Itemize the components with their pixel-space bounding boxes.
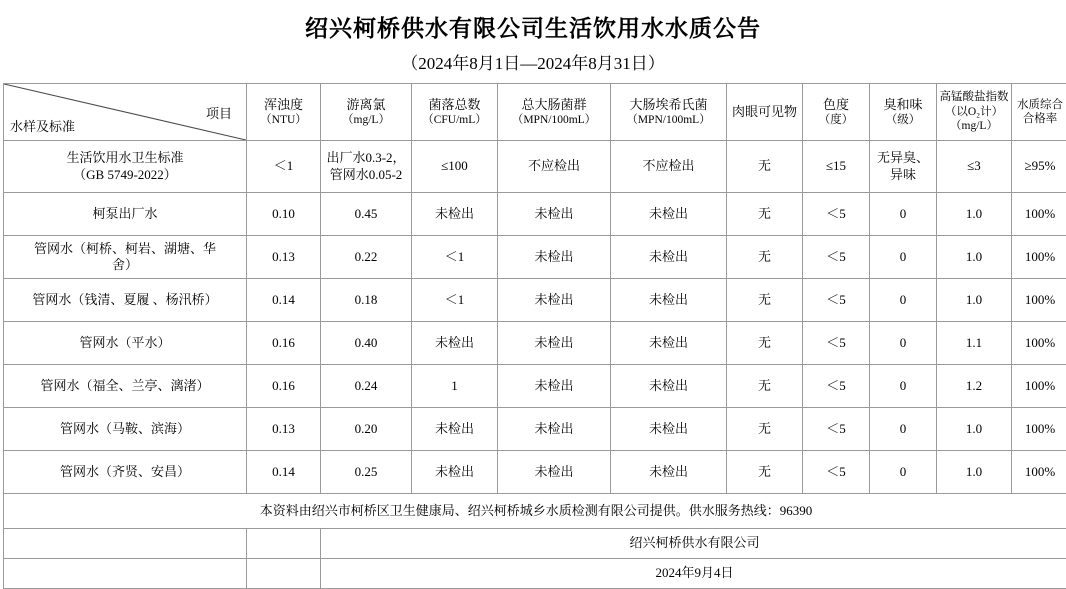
header-total-coliform <box>498 84 611 141</box>
cell-permanganate-index: 1.0 <box>937 451 1012 494</box>
cell-visible-matter: 无 <box>727 451 803 494</box>
cell-e-coli: 未检出 <box>611 193 727 236</box>
cell-e-coli: 未检出 <box>611 365 727 408</box>
header-odor-taste-unit: （级） <box>871 113 935 127</box>
signature-blank-left <box>4 529 247 559</box>
cell-colony-count: 未检出 <box>412 451 498 494</box>
table-row <box>4 451 1066 494</box>
cell-e-coli: 未检出 <box>611 451 727 494</box>
header-e-coli <box>611 84 727 141</box>
header-permanganate-index-name: 高锰酸盐指数（以O₂计） <box>938 90 1010 119</box>
header-permanganate-index-unit: （mg/L） <box>938 119 1010 133</box>
cell-turbidity: 0.13 <box>247 408 321 451</box>
header-visible-matter-name: 肉眼可见物 <box>732 104 797 119</box>
cell-colony-count: 未检出 <box>412 408 498 451</box>
header-free-chlorine-unit: （mg/L） <box>322 113 410 127</box>
cell-total-coliform: 未检出 <box>498 236 611 279</box>
cell-odor-taste: 0 <box>870 408 937 451</box>
signature-row <box>4 529 1066 559</box>
cell-odor-taste: 0 <box>870 322 937 365</box>
corner-column-label: 项目 <box>206 106 232 122</box>
signature-blank-mid <box>247 529 321 559</box>
standard-row-name-line1: 生活饮用水卫生标准 <box>66 150 183 165</box>
cell-colony-count: 未检出 <box>412 193 498 236</box>
standard-total-coliform: 不应检出 <box>498 141 611 193</box>
cell-visible-matter: 无 <box>727 322 803 365</box>
header-total-coliform-name: 总大肠菌群 <box>521 97 586 112</box>
cell-turbidity: 0.16 <box>247 322 321 365</box>
cell-overall-pass-rate: 100% <box>1012 236 1066 279</box>
cell-free-chlorine: 0.22 <box>321 236 412 279</box>
standard-turbidity: ＜1 <box>247 141 321 193</box>
row-name <box>4 193 247 236</box>
cell-permanganate-index: 1.0 <box>937 408 1012 451</box>
header-overall-pass-rate-name: 水质综合合格率 <box>1013 98 1066 127</box>
header-e-coli-name: 大肠埃希氏菌 <box>629 97 707 112</box>
cell-free-chlorine: 0.45 <box>321 193 412 236</box>
row-name <box>4 365 247 408</box>
cell-permanganate-index: 1.2 <box>937 365 1012 408</box>
standard-colony-count: ≤100 <box>412 141 498 193</box>
header-visible-matter <box>727 84 803 141</box>
table-row <box>4 236 1066 279</box>
note-row <box>4 494 1066 529</box>
cell-total-coliform: 未检出 <box>498 365 611 408</box>
header-permanganate-index <box>937 84 1012 141</box>
row-name-line1: 管网水（马鞍、滨海） <box>60 421 190 436</box>
row-name-line1: 管网水（钱清、夏履 、杨汛桥） <box>32 292 217 307</box>
header-free-chlorine <box>321 84 412 141</box>
row-name <box>4 236 247 279</box>
header-chroma <box>803 84 870 141</box>
cell-overall-pass-rate: 100% <box>1012 365 1066 408</box>
cell-total-coliform: 未检出 <box>498 451 611 494</box>
standard-visible-matter: 无 <box>727 141 803 193</box>
cell-visible-matter: 无 <box>727 193 803 236</box>
standard-permanganate-index: ≤3 <box>937 141 1012 193</box>
cell-chroma: ＜5 <box>803 193 870 236</box>
cell-free-chlorine: 0.25 <box>321 451 412 494</box>
cell-total-coliform: 未检出 <box>498 193 611 236</box>
cell-total-coliform: 未检出 <box>498 279 611 322</box>
table-row <box>4 193 1066 236</box>
row-name-line1: 管网水（平水） <box>79 335 170 350</box>
cell-e-coli: 未检出 <box>611 279 727 322</box>
table-row <box>4 408 1066 451</box>
header-turbidity-unit: （NTU） <box>248 113 319 127</box>
water-quality-table <box>3 83 1066 589</box>
page-title: 绍兴柯桥供水有限公司生活饮用水水质公告 <box>0 0 1066 49</box>
cell-chroma: ＜5 <box>803 236 870 279</box>
cell-visible-matter: 无 <box>727 236 803 279</box>
cell-odor-taste: 0 <box>870 279 937 322</box>
cell-permanganate-index: 1.0 <box>937 236 1012 279</box>
cell-colony-count: 1 <box>412 365 498 408</box>
cell-turbidity: 0.10 <box>247 193 321 236</box>
cell-turbidity: 0.14 <box>247 451 321 494</box>
cell-free-chlorine: 0.20 <box>321 408 412 451</box>
table-row <box>4 322 1066 365</box>
company-signature: 绍兴柯桥供水有限公司 <box>321 529 1066 559</box>
table-row <box>4 279 1066 322</box>
cell-turbidity: 0.14 <box>247 279 321 322</box>
date-blank-mid <box>247 559 321 589</box>
cell-colony-count: ＜1 <box>412 236 498 279</box>
header-total-coliform-unit: （MPN/100mL） <box>499 113 609 127</box>
table-row <box>4 365 1066 408</box>
cell-visible-matter: 无 <box>727 279 803 322</box>
cell-turbidity: 0.13 <box>247 236 321 279</box>
cell-turbidity: 0.16 <box>247 365 321 408</box>
cell-free-chlorine: 0.40 <box>321 322 412 365</box>
header-free-chlorine-name: 游离氯 <box>346 97 385 112</box>
row-name-line1: 柯泵出厂水 <box>92 206 157 221</box>
row-name <box>4 279 247 322</box>
header-turbidity <box>247 84 321 141</box>
report-period-subtitle: （2024年8月1日—2024年8月31日） <box>0 49 1066 83</box>
cell-total-coliform: 未检出 <box>498 322 611 365</box>
cell-overall-pass-rate: 100% <box>1012 322 1066 365</box>
date-blank-left <box>4 559 247 589</box>
header-odor-taste <box>870 84 937 141</box>
cell-visible-matter: 无 <box>727 408 803 451</box>
cell-e-coli: 未检出 <box>611 322 727 365</box>
standard-chroma: ≤15 <box>803 141 870 193</box>
cell-permanganate-index: 1.1 <box>937 322 1012 365</box>
cell-chroma: ＜5 <box>803 322 870 365</box>
publish-date: 2024年9月4日 <box>321 559 1066 589</box>
standard-e-coli: 不应检出 <box>611 141 727 193</box>
cell-overall-pass-rate: 100% <box>1012 279 1066 322</box>
header-overall-pass-rate <box>1012 84 1066 141</box>
cell-overall-pass-rate: 100% <box>1012 193 1066 236</box>
cell-odor-taste: 0 <box>870 365 937 408</box>
standard-row <box>4 141 1066 193</box>
standard-odor-taste: 无异臭、异味 <box>870 141 937 193</box>
cell-free-chlorine: 0.24 <box>321 365 412 408</box>
header-colony-count-name: 菌落总数 <box>428 97 480 112</box>
cell-colony-count: ＜1 <box>412 279 498 322</box>
cell-colony-count: 未检出 <box>412 322 498 365</box>
standard-free-chlorine: 出厂水0.3-2，管网水0.05-2 <box>321 141 412 193</box>
row-name-line2: 舍） <box>5 257 245 273</box>
cell-chroma: ＜5 <box>803 279 870 322</box>
corner-header-cell <box>4 84 247 141</box>
cell-permanganate-index: 1.0 <box>937 193 1012 236</box>
header-chroma-unit: （度） <box>804 113 868 127</box>
header-turbidity-name: 浑浊度 <box>264 97 303 112</box>
cell-visible-matter: 无 <box>727 365 803 408</box>
cell-chroma: ＜5 <box>803 365 870 408</box>
header-colony-count-unit: （CFU/mL） <box>413 113 496 127</box>
standard-overall-pass-rate: ≥95% <box>1012 141 1066 193</box>
cell-odor-taste: 0 <box>870 236 937 279</box>
row-name-line1: 管网水（柯桥、柯岩、湖塘、华 <box>34 241 216 256</box>
row-name <box>4 408 247 451</box>
cell-overall-pass-rate: 100% <box>1012 408 1066 451</box>
cell-total-coliform: 未检出 <box>498 408 611 451</box>
cell-chroma: ＜5 <box>803 451 870 494</box>
cell-odor-taste: 0 <box>870 193 937 236</box>
standard-row-name-line2: （GB 5749-2022） <box>5 167 245 183</box>
header-colony-count <box>412 84 498 141</box>
header-e-coli-unit: （MPN/100mL） <box>612 113 725 127</box>
standard-row-name <box>4 141 247 193</box>
row-name <box>4 322 247 365</box>
note-text: 本资料由绍兴市柯桥区卫生健康局、绍兴柯桥城乡水质检测有限公司提供。供水服务热线：96390 <box>4 494 1066 529</box>
corner-row-label: 水样及标准 <box>10 119 75 135</box>
cell-free-chlorine: 0.18 <box>321 279 412 322</box>
cell-chroma: ＜5 <box>803 408 870 451</box>
cell-e-coli: 未检出 <box>611 408 727 451</box>
header-odor-taste-name: 臭和味 <box>883 97 922 112</box>
cell-odor-taste: 0 <box>870 451 937 494</box>
cell-permanganate-index: 1.0 <box>937 279 1012 322</box>
header-chroma-name: 色度 <box>823 97 849 112</box>
row-name <box>4 451 247 494</box>
cell-e-coli: 未检出 <box>611 236 727 279</box>
cell-overall-pass-rate: 100% <box>1012 451 1066 494</box>
date-row <box>4 559 1066 589</box>
table-header-row <box>4 84 1066 141</box>
row-name-line1: 管网水（福全、兰亭、漓渚） <box>40 378 209 393</box>
row-name-line1: 管网水（齐贤、安昌） <box>60 464 190 479</box>
